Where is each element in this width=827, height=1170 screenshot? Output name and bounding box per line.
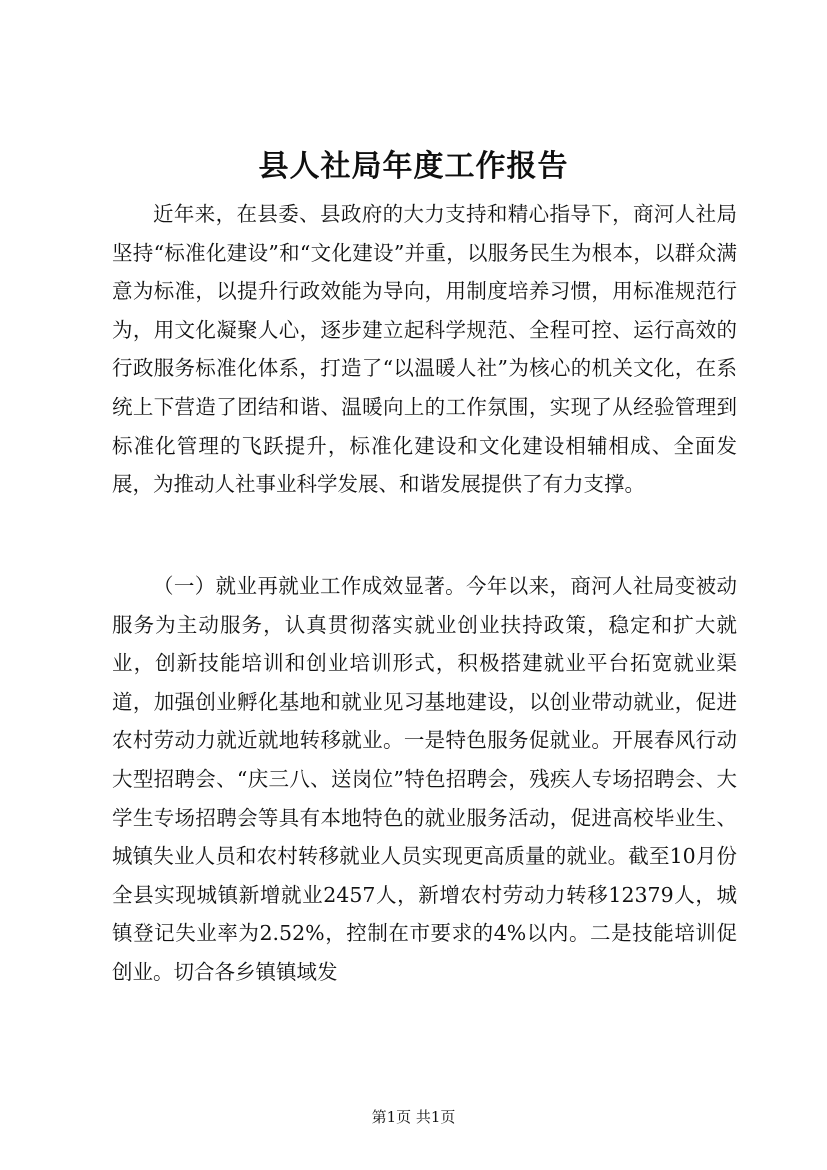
paragraph-text: 近年来，在县委、县政府的大力支持和精心指导下，商河人社局坚持“标准化建设”和“文化建设”并重，以服务民生为根本，以群众满意为标准，以提升行政效能为导向，用制度培养习惯，用标准规范行为，用文化凝聚人心，逐步建立起科学规范、全程可控、运行高效的行政服务标准化体系，打造了“以温暖人社”为核心的机关文化，在系统上下营造了团结和谐、温暖向上的工作氛围，实现了从经验管理到标准化管理的飞跃提升，标准化建设和文化建设相辅相成、全面发展，为推动人社事业科学发展、和谐发展提供了有力支撑。: [112, 202, 737, 497]
paragraph-text: （一）就业再就业工作成效显著。今年以来，商河人社局变被动服务为主动服务，认真贯彻落实就业创业扶持政策，稳定和扩大就业，创新技能培训和创业培训形式，积极搭建就业平台拓宽就业渠道，加强创业孵化基地和就业见习基地建设，以创业带动就业，促进农村劳动力就近就地转移就业。一是特色服务促就业。开展春风行动大型招聘会、“庆三八、送岗位”特色招聘会，残疾人专场招聘会、大学生专场招聘会等具有本地特色的就业服务活动，促进高校毕业生、城镇失业人员和农村转移就业人员实现更高质量的就业。截至10月份全县实现城镇新增就业2457人，新增农村劳动力转移12379人，城镇登记失业率为2.52%，控制在市要求的4%以内。二是技能培训促创业。切合各乡镇镇域发: [112, 574, 737, 984]
paragraph-employment: [112, 567, 737, 992]
paragraph-intro: [112, 195, 737, 504]
document-title: 县人社局年度工作报告: [258, 149, 569, 184]
page-footer: 第1页 共1页: [371, 1108, 456, 1126]
